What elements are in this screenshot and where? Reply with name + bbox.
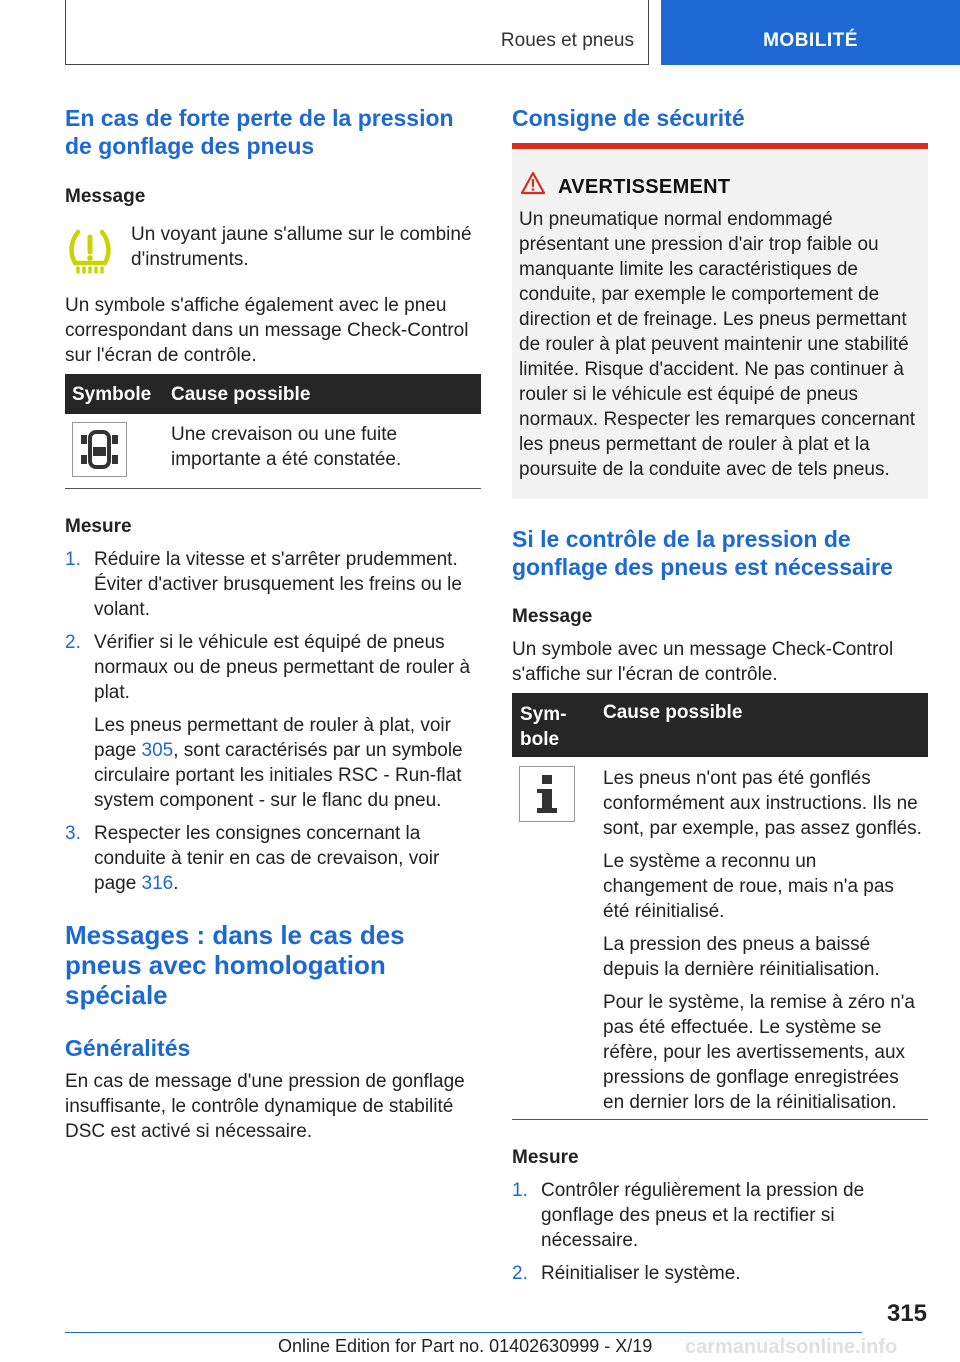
warning-title: AVERTISSEMENT bbox=[558, 176, 731, 198]
step-number: 1. bbox=[65, 549, 81, 570]
header-tab[interactable] bbox=[661, 0, 960, 65]
edition-text: Online Edition for Part no. 01402630999 - X/19 bbox=[278, 1336, 653, 1356]
header-section-title: Roues et pneus bbox=[500, 30, 634, 51]
info-icon bbox=[519, 766, 575, 822]
cause-para: Les pneus n'ont pas été gonflés conformément aux instructions. Ils ne sont, par exemple, pas assez gonflés. bbox=[603, 768, 922, 839]
tpms-warning-icon bbox=[65, 224, 115, 274]
table-bottom-line-left bbox=[65, 488, 481, 489]
message-label-left: Message bbox=[65, 186, 146, 207]
heading-safety: Consigne de sécurité bbox=[512, 105, 745, 131]
list-item bbox=[65, 547, 481, 622]
step-text: Réduire la vitesse et s'arrêter prudemment. Éviter d'activer brusquement les freins ou le volant. bbox=[94, 549, 462, 620]
step-text: Contrôler régulièrement la pression de gonflage des pneus et la rectifier si nécessaire. bbox=[541, 1180, 865, 1251]
step-number: 1. bbox=[512, 1180, 528, 1201]
message-text-left: Un voyant jaune s'allume sur le combiné d'instruments. bbox=[131, 224, 472, 270]
symbol-description: Un symbole s'affiche également avec le pneu correspondant dans un message Check-Control sur l'écran de contrôle. bbox=[65, 295, 469, 366]
heading-general: Généralités bbox=[65, 1035, 191, 1061]
heading-check-pressure: Si le contrôle de la pression de gonflage des pneus est nécessaire bbox=[512, 526, 893, 580]
step-number: 2. bbox=[65, 632, 81, 653]
steps-list-left bbox=[65, 547, 481, 904]
list-item bbox=[512, 1261, 928, 1286]
table-col-cause: Cause possible bbox=[603, 702, 743, 723]
cause-para: La pression des pneus a baissé depuis la dernière réinitialisation. bbox=[603, 934, 880, 980]
table-cause-right bbox=[603, 766, 925, 1115]
footer-rule bbox=[65, 1332, 862, 1333]
list-item: 3. Respecter les consignes concernant la conduite à tenir en cas de crevaison, voir page 316. bbox=[65, 823, 440, 894]
step-number: 3. bbox=[65, 823, 81, 844]
page-link-316[interactable]: 316 bbox=[141, 873, 174, 894]
table-header-right bbox=[512, 693, 928, 757]
header-tab-label: MOBILITÉ bbox=[763, 30, 858, 51]
step-extra: Les pneus permettant de rouler à plat, voir page 305, sont caractérisés par un symbole circulaire portant les initiales RSC - Run-flat system component - sur le flanc du pneu. bbox=[94, 715, 463, 811]
heading-special-tires: Messages : dans le cas des pneus avec homologation spéciale bbox=[65, 920, 405, 1010]
step-text: Vérifier si le véhicule est équipé de pneus normaux ou de pneus permettant de rouler à plat. bbox=[94, 632, 471, 703]
heading-pressure-loss: En cas de forte perte de la pression de gonflage des pneus bbox=[65, 105, 454, 159]
table-header-left bbox=[65, 374, 481, 414]
message-label-right: Message bbox=[512, 606, 593, 627]
mesure-label-left: Mesure bbox=[65, 516, 132, 537]
list-item bbox=[512, 1178, 928, 1253]
warning-box bbox=[512, 143, 928, 499]
step-number: 2. bbox=[512, 1263, 528, 1284]
page-number: 315 bbox=[886, 1300, 927, 1327]
warning-text: Un pneumatique normal endommagé présentant une pression d'air trop faible ou manquante limite les caractéristiques de conduite, par exemple le comportement de direction et de freinage. Les pneus permettant de rouler à plat peuvent maintenir une stabilité limitée. Risque d'accident. Ne pas continuer à rouler si le véhicule est équipé de pneus normaux. Respecter les remarques concernant les pneus permettant de rouler à plat et la poursuite de la conduite avec de tels pneus. bbox=[519, 209, 916, 480]
table-bottom-line-right bbox=[512, 1119, 928, 1120]
message-text-right: Un symbole avec un message Check-Control s'affiche sur l'écran de contrôle. bbox=[512, 639, 894, 685]
steps-list-right bbox=[512, 1178, 928, 1294]
table-cause-left: Une crevaison ou une fuite importante a été constatée. bbox=[171, 424, 402, 470]
warning-triangle-icon bbox=[520, 171, 546, 195]
header-section-box bbox=[65, 0, 649, 65]
list-item bbox=[65, 630, 481, 813]
tire-pressure-car-icon bbox=[72, 422, 127, 477]
cause-para: Pour le système, la remise à zéro n'a pas été effectuée. Le système se réfère, pour les avertissements, aux pressions de gonflage enregistrées en dernier lors de la réinitialisation. bbox=[603, 992, 915, 1113]
mesure-label-right: Mesure bbox=[512, 1147, 579, 1168]
general-text: En cas de message d'une pression de gonflage insuffisante, le contrôle dynamique de stabilité DSC est activé si nécessaire. bbox=[65, 1071, 465, 1142]
step-text: Réinitialiser le système. bbox=[541, 1263, 741, 1284]
page-link-305[interactable]: 305 bbox=[141, 740, 174, 761]
watermark: carmanualsonline.info bbox=[685, 1336, 898, 1358]
cause-para: Le système a reconnu un changement de roue, mais n'a pas été réinitialisé. bbox=[603, 851, 894, 922]
table-col-symbol: Sym-bole bbox=[520, 704, 567, 750]
table-col-symbol: Symbole bbox=[72, 384, 152, 405]
table-col-cause: Cause possible bbox=[171, 384, 311, 405]
